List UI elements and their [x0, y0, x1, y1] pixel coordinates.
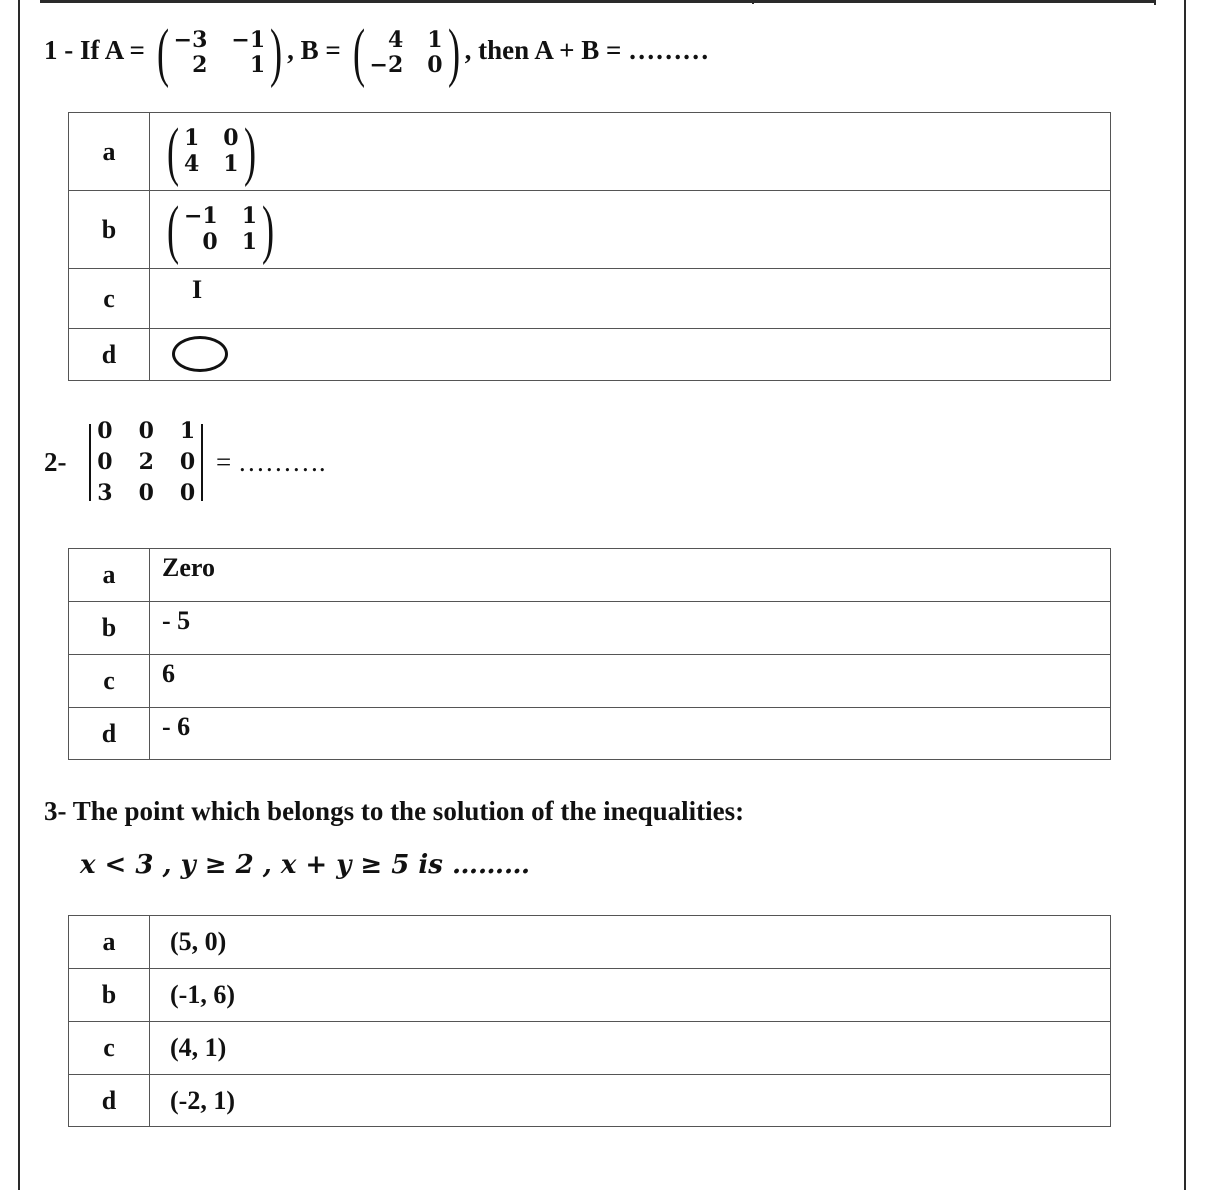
- determinant-bar-right: [201, 424, 203, 501]
- question-1-options: [68, 112, 1111, 381]
- option-value: 6: [150, 655, 1111, 708]
- option-value: [150, 329, 1111, 381]
- option-letter: c: [69, 269, 150, 329]
- option-value: (5, 0): [150, 916, 1111, 969]
- option-row[interactable]: [69, 602, 1111, 655]
- option-row[interactable]: [69, 708, 1111, 760]
- option-value: (-2, 1): [150, 1075, 1111, 1127]
- matrix-b: ( 4 1 −2 0 ): [352, 16, 460, 89]
- page-frame-top: [40, 0, 1156, 3]
- option-value: [150, 113, 1111, 191]
- determinant-bar-left: [89, 424, 91, 501]
- option-row[interactable]: [69, 1022, 1111, 1075]
- matrix-a: ( −3 −1 2 1 ): [156, 16, 283, 89]
- option-row[interactable]: [69, 113, 1111, 191]
- option-value: - 5: [150, 602, 1111, 655]
- option-row[interactable]: [69, 191, 1111, 269]
- option-value: Zero: [150, 549, 1111, 602]
- page-frame-top-end: [1154, 0, 1156, 5]
- question-2-prefix: 2-: [44, 447, 67, 478]
- option-value: (4, 1): [150, 1022, 1111, 1075]
- question-1-suffix: , then A + B = ………: [464, 35, 710, 66]
- question-2-options: [68, 548, 1111, 760]
- option-row[interactable]: [69, 655, 1111, 708]
- determinant: 0 0 1 0 2 0 3 0 0: [83, 420, 209, 505]
- matrix-b-label: , B =: [287, 35, 341, 66]
- option-row[interactable]: [69, 1075, 1111, 1127]
- question-3-options: [68, 915, 1111, 1127]
- zero-matrix-ellipse-icon: [172, 336, 228, 372]
- page-frame-right: [1184, 0, 1186, 1190]
- page-frame-left: [18, 0, 20, 1190]
- option-value: - 6: [150, 708, 1111, 760]
- option-letter: a: [69, 113, 150, 191]
- question-1-line: [44, 16, 710, 89]
- option-row[interactable]: [69, 969, 1111, 1022]
- question-3-title: 3- The point which belongs to the solution of the inequalities:: [44, 796, 745, 826]
- option-letter: b: [69, 969, 150, 1022]
- option-value: (-1, 6): [150, 969, 1111, 1022]
- option-value: I: [150, 269, 1111, 329]
- option-letter: d: [69, 329, 150, 381]
- page-frame-top-divider: [752, 0, 754, 4]
- question-2-suffix: = ……….: [215, 447, 326, 478]
- option-row[interactable]: [69, 329, 1111, 381]
- option-a-matrix: ( 1 0 4 1 ): [166, 114, 256, 188]
- option-letter: b: [69, 191, 150, 269]
- option-letter: a: [69, 916, 150, 969]
- option-letter: a: [69, 549, 150, 602]
- option-b-matrix: ( −1 1 0 1 ): [166, 192, 275, 266]
- matrix-a-label: A =: [104, 35, 145, 66]
- option-row[interactable]: [69, 916, 1111, 969]
- option-letter: c: [69, 655, 150, 708]
- question-3-inequalities: x < 3 , y ≥ 2 , x + y ≥ 5 is ………: [80, 850, 530, 880]
- question-2-line: [44, 420, 326, 505]
- question-1-prefix: 1 - If: [44, 35, 100, 66]
- option-row[interactable]: [69, 549, 1111, 602]
- option-letter: b: [69, 602, 150, 655]
- option-letter: d: [69, 708, 150, 760]
- option-row[interactable]: [69, 269, 1111, 329]
- option-letter: d: [69, 1075, 150, 1127]
- option-letter: c: [69, 1022, 150, 1075]
- option-value: [150, 191, 1111, 269]
